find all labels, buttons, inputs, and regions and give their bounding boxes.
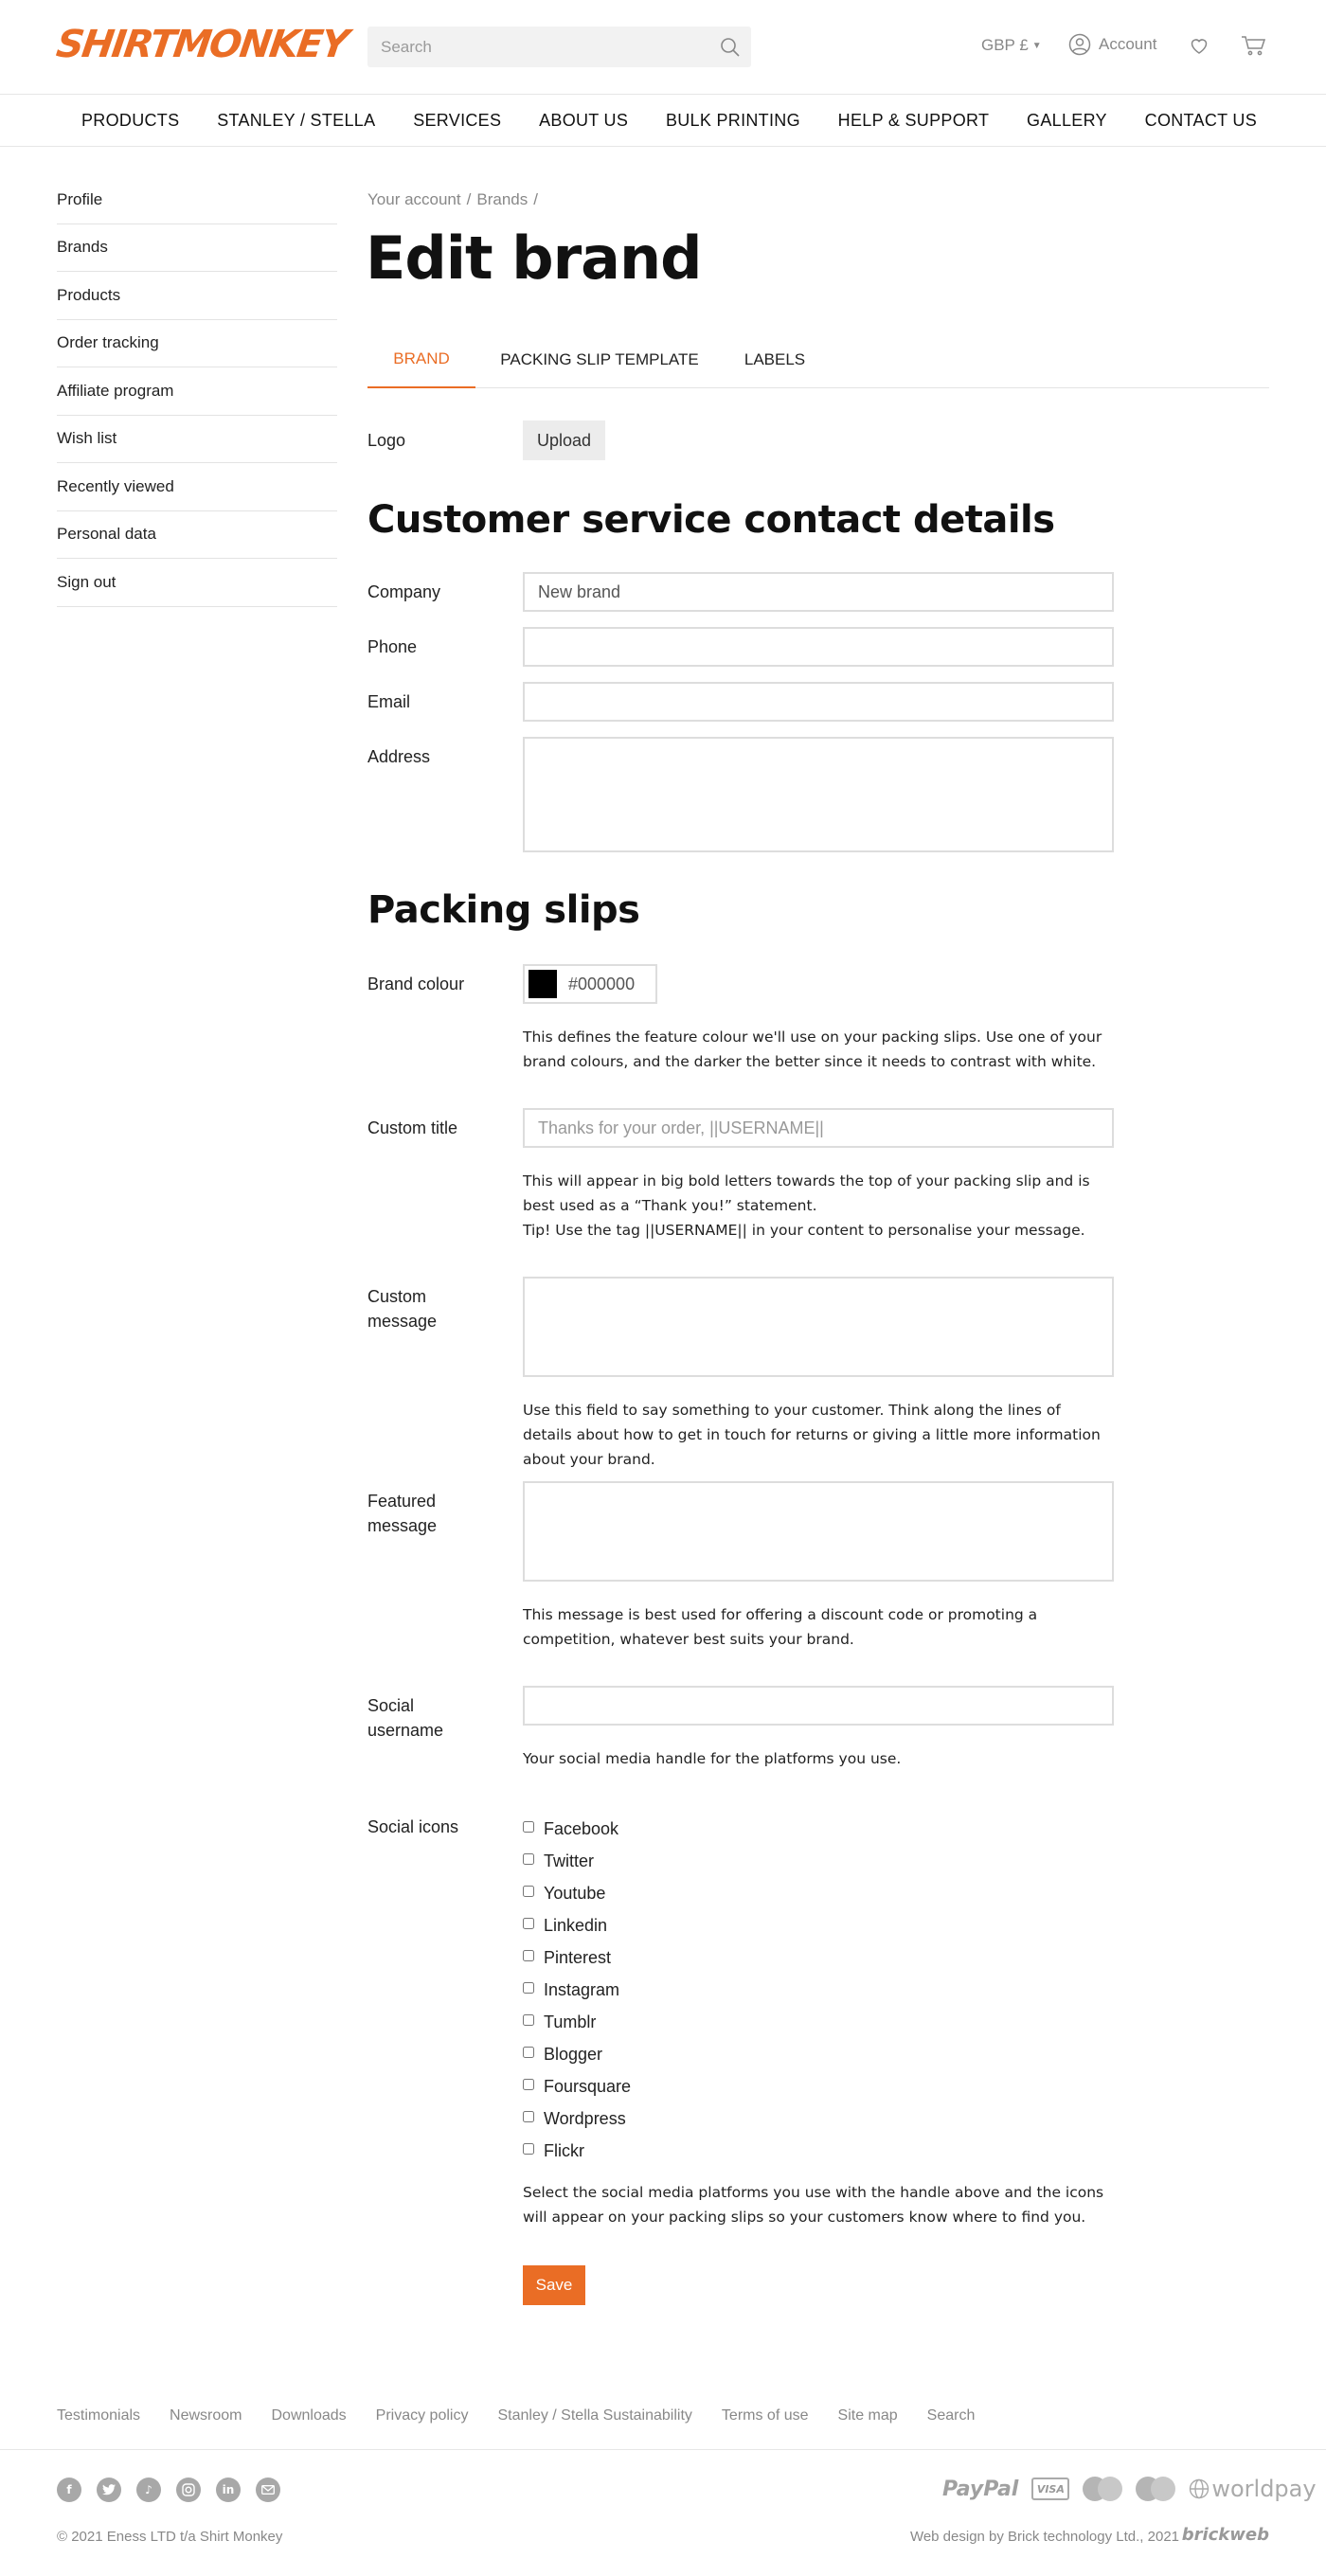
breadcrumb-separator: / bbox=[533, 190, 538, 208]
breadcrumb-brands[interactable]: Brands bbox=[476, 190, 529, 208]
checkbox-label[interactable]: Foursquare bbox=[544, 2076, 632, 2096]
footer-link-search[interactable]: Search bbox=[926, 2407, 976, 2424]
social-option-youtube bbox=[523, 1877, 631, 1909]
social-option-linkedin bbox=[523, 1909, 631, 1941]
nav-bulk-printing[interactable]: BULK PRINTING bbox=[665, 110, 800, 130]
social-option-facebook bbox=[523, 1813, 631, 1845]
heart-icon[interactable] bbox=[1188, 34, 1210, 57]
footer-link-newsroom[interactable]: Newsroom bbox=[170, 2407, 242, 2424]
address-label: Address bbox=[367, 747, 431, 766]
user-icon bbox=[1068, 33, 1091, 56]
checkbox-twitter[interactable] bbox=[523, 1853, 534, 1865]
checkbox-label[interactable]: Youtube bbox=[544, 1883, 606, 1903]
tab-packing-slip-template[interactable]: PACKING SLIP TEMPLATE bbox=[500, 350, 699, 368]
social-option-tumblr bbox=[523, 2006, 631, 2038]
page-title: Edit brand bbox=[366, 224, 702, 293]
custom-title-help: This will appear in big bold letters towards the top of your packing slip and is best used as a “Thank you!” statement. bbox=[523, 1172, 1090, 1214]
brickweb-logo[interactable]: brickweb bbox=[1181, 2525, 1269, 2545]
social-option-foursquare bbox=[523, 2070, 631, 2102]
nav-gallery[interactable]: GALLERY bbox=[1027, 110, 1107, 130]
search-bar bbox=[367, 27, 751, 67]
visa-logo: VISA bbox=[1031, 2478, 1069, 2500]
footer-link-sustainability[interactable]: Stanley / Stella Sustainability bbox=[497, 2407, 692, 2424]
featured-message-field[interactable] bbox=[523, 1481, 1114, 1582]
checkbox-youtube[interactable] bbox=[523, 1886, 534, 1897]
contact-section-title: Customer service contact details bbox=[367, 498, 1055, 542]
sidebar-item-products[interactable]: Products bbox=[57, 272, 337, 320]
checkbox-tumblr[interactable] bbox=[523, 2014, 534, 2026]
footer-link-site-map[interactable]: Site map bbox=[837, 2407, 898, 2424]
social-option-pinterest bbox=[523, 1941, 631, 1974]
currency-label: GBP £ bbox=[981, 36, 1029, 54]
custom-message-label: Custom message bbox=[367, 1287, 438, 1331]
footer-links bbox=[57, 2407, 975, 2424]
social-option-twitter bbox=[523, 1845, 631, 1877]
social-icons-label: Social icons bbox=[367, 1817, 459, 1836]
upload-button[interactable]: Upload bbox=[523, 420, 605, 460]
checkbox-foursquare[interactable] bbox=[523, 2079, 534, 2090]
checkbox-pinterest[interactable] bbox=[523, 1950, 534, 1961]
nav-products[interactable]: PRODUCTS bbox=[81, 110, 180, 130]
packing-section-title: Packing slips bbox=[367, 888, 640, 932]
chevron-down-icon: ▼ bbox=[1031, 41, 1042, 52]
save-button[interactable]: Save bbox=[523, 2265, 585, 2305]
maestro-logo bbox=[1136, 2477, 1175, 2501]
brand-colour-picker[interactable] bbox=[523, 964, 657, 1004]
colour-swatch[interactable] bbox=[529, 970, 557, 998]
checkbox-label[interactable]: Blogger bbox=[544, 2044, 603, 2064]
breadcrumb-separator: / bbox=[466, 190, 472, 208]
email-icon[interactable] bbox=[256, 2478, 280, 2502]
social-option-instagram bbox=[523, 1974, 631, 2006]
checkbox-label[interactable]: Linkedin bbox=[544, 1915, 608, 1935]
checkbox-label[interactable]: Wordpress bbox=[544, 2108, 626, 2128]
tab-bar bbox=[367, 331, 1269, 388]
search-icon[interactable] bbox=[719, 36, 742, 59]
footer-link-downloads[interactable]: Downloads bbox=[271, 2407, 347, 2424]
payment-methods bbox=[942, 2476, 1317, 2502]
tiktok-icon[interactable]: ♪ bbox=[136, 2478, 161, 2502]
facebook-icon[interactable]: f bbox=[57, 2478, 81, 2502]
featured-message-help: This message is best used for offering a discount code or promoting a competition, whatever best suits your brand. bbox=[523, 1606, 1038, 1648]
site-header bbox=[0, 0, 1326, 95]
paypal-logo: PayPal bbox=[942, 2477, 1019, 2501]
sidebar-item-personal-data[interactable]: Personal data bbox=[57, 511, 337, 560]
account-label: Account bbox=[1099, 35, 1157, 53]
social-option-wordpress bbox=[523, 2102, 631, 2135]
brand-colour-help: This defines the feature colour we'll use on your packing slips. Use one of your brand colours, and the darker the better since it needs to contrast with white. bbox=[523, 1029, 1102, 1070]
linkedin-icon[interactable]: in bbox=[216, 2478, 241, 2502]
social-username-label: Social username bbox=[367, 1696, 444, 1740]
tab-brand[interactable]: BRAND bbox=[367, 331, 475, 388]
checkbox-blogger[interactable] bbox=[523, 2047, 534, 2058]
main-nav bbox=[0, 94, 1326, 147]
sidebar-item-wish-list[interactable]: Wish list bbox=[57, 416, 337, 464]
currency-selector[interactable] bbox=[981, 36, 1042, 55]
phone-field[interactable] bbox=[523, 627, 1114, 667]
mastercard-logo bbox=[1083, 2477, 1122, 2501]
copyright-text: © 2021 Eness LTD t/a Shirt Monkey bbox=[57, 2529, 283, 2545]
breadcrumb bbox=[367, 190, 544, 209]
sidebar-item-brands[interactable]: Brands bbox=[57, 224, 337, 273]
footer-social-icons bbox=[57, 2478, 280, 2502]
worldpay-label: worldpay bbox=[1211, 2476, 1317, 2502]
instagram-icon[interactable] bbox=[176, 2478, 201, 2502]
custom-title-field[interactable] bbox=[523, 1108, 1114, 1148]
sidebar-item-recently-viewed[interactable]: Recently viewed bbox=[57, 463, 337, 511]
brand-colour-value: #000000 bbox=[568, 974, 636, 993]
account-sidebar bbox=[57, 176, 337, 607]
footer-link-testimonials[interactable]: Testimonials bbox=[57, 2407, 141, 2424]
custom-title-tip: Tip! Use the tag ||USERNAME|| in your content to personalise your message. bbox=[523, 1222, 1085, 1239]
social-icons-list bbox=[523, 1813, 631, 2167]
search-input[interactable] bbox=[367, 27, 708, 67]
tab-labels[interactable]: LABELS bbox=[744, 350, 806, 368]
social-username-help: Your social media handle for the platforms you use. bbox=[523, 1750, 902, 1767]
company-label: Company bbox=[367, 582, 441, 601]
sidebar-item-affiliate-program[interactable]: Affiliate program bbox=[57, 367, 337, 416]
checkbox-flickr[interactable] bbox=[523, 2143, 534, 2155]
account-link[interactable] bbox=[1068, 33, 1156, 56]
brand-colour-label: Brand colour bbox=[367, 975, 465, 993]
nav-services[interactable]: SERVICES bbox=[413, 110, 502, 130]
custom-message-help: Use this field to say something to your customer. Think along the lines of details about how to get in touch for returns or giving a little more information about your brand. bbox=[523, 1402, 1101, 1468]
site-logo[interactable]: SHIRTMONKEY bbox=[53, 23, 350, 66]
sidebar-item-profile[interactable]: Profile bbox=[57, 176, 337, 224]
email-label: Email bbox=[367, 692, 411, 711]
sidebar-item-order-tracking[interactable]: Order tracking bbox=[57, 320, 337, 368]
checkbox-label[interactable]: Pinterest bbox=[544, 1947, 612, 1967]
footer-link-terms-of-use[interactable]: Terms of use bbox=[721, 2407, 809, 2424]
company-field[interactable] bbox=[523, 572, 1114, 612]
checkbox-wordpress[interactable] bbox=[523, 2111, 534, 2122]
worldpay-logo bbox=[1189, 2476, 1316, 2502]
phone-label: Phone bbox=[367, 637, 418, 656]
checkbox-label[interactable]: Instagram bbox=[544, 1979, 620, 1999]
address-field[interactable] bbox=[523, 737, 1114, 852]
breadcrumb-your-account[interactable]: Your account bbox=[367, 190, 461, 208]
checkbox-facebook[interactable] bbox=[523, 1821, 534, 1833]
custom-message-field[interactable] bbox=[523, 1277, 1114, 1377]
social-option-flickr bbox=[523, 2135, 631, 2167]
nav-help-support[interactable]: HELP & SUPPORT bbox=[837, 110, 990, 130]
footer-link-privacy-policy[interactable]: Privacy policy bbox=[375, 2407, 469, 2424]
social-username-field[interactable] bbox=[523, 1686, 1114, 1726]
checkbox-label[interactable]: Tumblr bbox=[544, 2012, 597, 2031]
sidebar-item-sign-out[interactable]: Sign out bbox=[57, 559, 337, 607]
nav-stanley-stella[interactable]: STANLEY / STELLA bbox=[217, 110, 376, 130]
checkbox-instagram[interactable] bbox=[523, 1982, 534, 1994]
nav-contact-us[interactable]: CONTACT US bbox=[1144, 110, 1257, 130]
cart-icon[interactable] bbox=[1241, 34, 1267, 57]
checkbox-linkedin[interactable] bbox=[523, 1918, 534, 1929]
social-option-blogger bbox=[523, 2038, 631, 2070]
email-field[interactable] bbox=[523, 682, 1114, 722]
twitter-icon[interactable] bbox=[97, 2478, 121, 2502]
checkbox-label[interactable]: Flickr bbox=[544, 2140, 584, 2160]
nav-about-us[interactable]: ABOUT US bbox=[539, 110, 629, 130]
custom-title-label: Custom title bbox=[367, 1118, 458, 1137]
design-credit[interactable]: Web design by Brick technology Ltd., 2021 bbox=[909, 2529, 1179, 2545]
social-icons-help: Select the social media platforms you use with the handle above and the icons will appear on your packing slips so your customers know where to find you. bbox=[523, 2184, 1104, 2226]
checkbox-label[interactable]: Facebook bbox=[544, 1818, 619, 1838]
logo-label: Logo bbox=[367, 431, 406, 450]
featured-message-label: Featured message bbox=[367, 1492, 438, 1535]
footer-divider bbox=[0, 2449, 1326, 2450]
checkbox-label[interactable]: Twitter bbox=[544, 1851, 595, 1870]
